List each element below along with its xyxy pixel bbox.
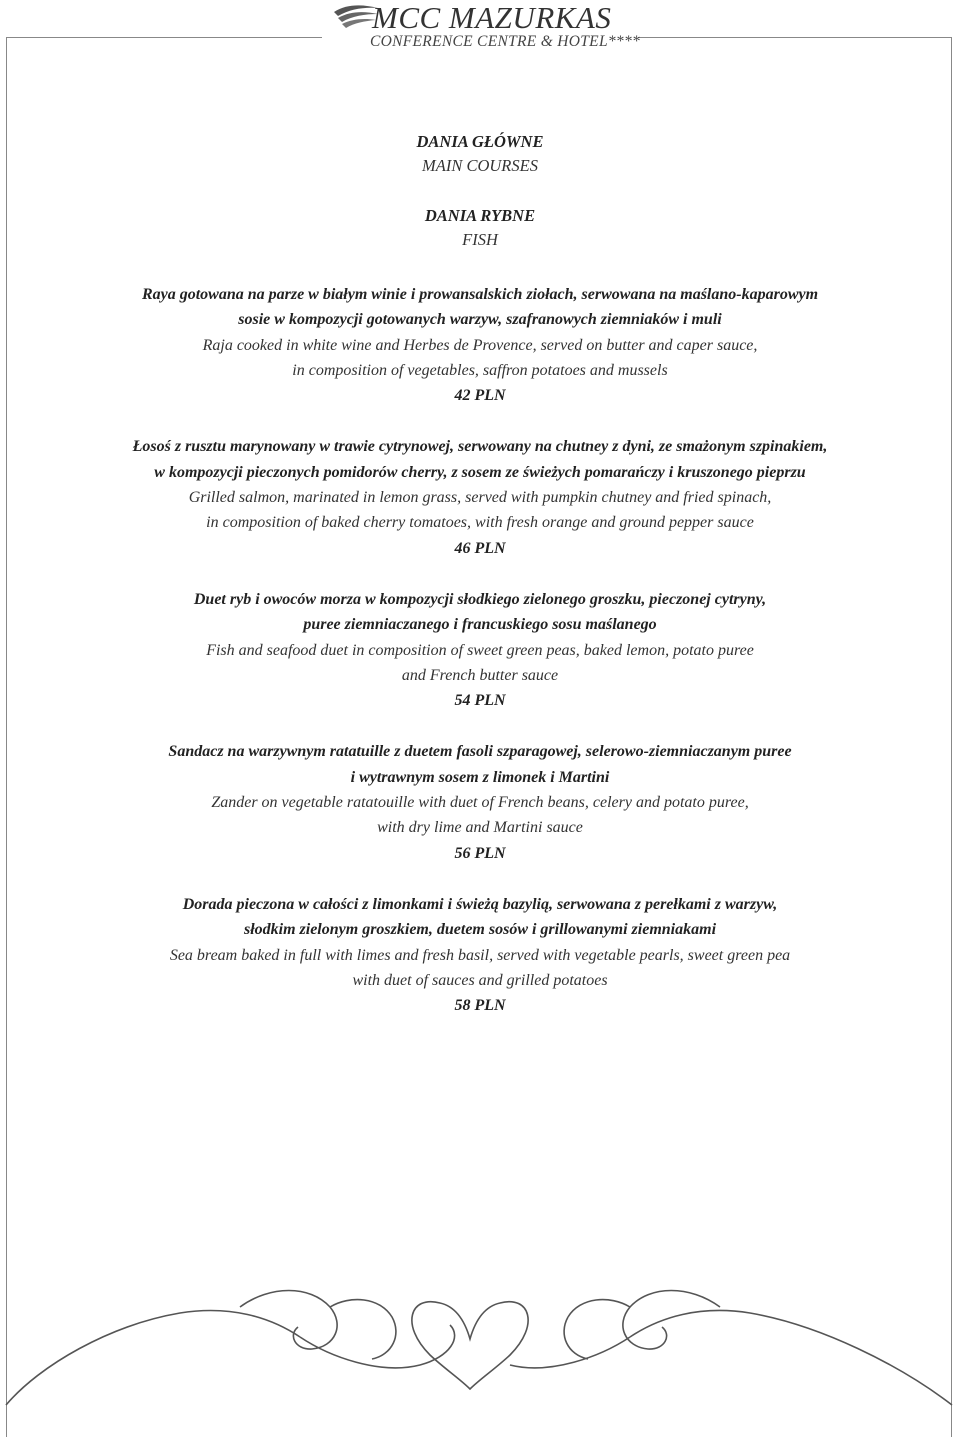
dish-name-pl: Dorada pieczona w całości z limonkami i świeżą bazylią, serwowana z perełkami z warzyw, słodkim zielonym groszkiem, duetem sosów i grillowanymi ziemniakami — [182, 895, 778, 939]
dish-price: 42 PLN — [454, 387, 506, 405]
dish-price: 58 PLN — [454, 997, 506, 1015]
dish-name-pl: Raya gotowana na parze w białym winie i prowansalskich ziołach, serwowana na maślano-kaparowym sosie w kompozycji gotowanych warzyw, szafranowych ziemniaków i muli — [141, 286, 819, 329]
dish-price: 54 PLN — [454, 692, 506, 710]
dish-name-pl: Łosoś z rusztu marynowany w trawie cytrynowej, serwowany na chutney z dyni, ze smażonym szpinakiem, w kompozycji pieczonych pomidorów cherry, z sosem ze świeżych pomarańczy i kruszonego pieprzu — [132, 438, 828, 481]
section-title-pl: DANIA GŁÓWNE — [416, 132, 544, 151]
dish-item — [40, 587, 920, 713]
dish-price: 56 PLN — [454, 844, 506, 862]
dish-name-pl: Duet ryb i owoców morza w kompozycji słodkiego zielonego groszku, pieczonej cytryny, puree ziemniaczanego i francuskiego sosu maślanego — [193, 590, 767, 634]
dish-name-en: Zander on vegetable ratatouille with duet of French beans, celery and potato puree, with dry lime and Martini sauce — [211, 794, 749, 837]
menu-content — [40, 130, 920, 1044]
dish-item — [40, 739, 920, 865]
dish-name-pl: Sandacz na warzywnym ratatuille z duetem fasoli szparagowej, selerowo-ziemniaczanym puree i wytrawnym sosem z limonek i Martini — [168, 743, 792, 786]
subsection-title-en: FISH — [462, 230, 498, 249]
subsection-title-pl: DANIA RYBNE — [424, 206, 536, 225]
dish-item — [40, 892, 920, 1018]
logo-title: MCC MAZURKAS — [372, 0, 612, 35]
dish-name-en: Fish and seafood duet in composition of sweet green peas, baked lemon, potato puree and French butter sauce — [206, 641, 754, 684]
dish-item — [40, 282, 920, 408]
decorative-flourish-icon — [0, 1255, 960, 1407]
dish-name-en: Raja cooked in white wine and Herbes de Provence, served on butter and caper sauce, in composition of vegetables, saffron potatoes and mussels — [202, 336, 758, 379]
logo-subtitle: CONFERENCE CENTRE & HOTEL**** — [370, 33, 641, 50]
dish-price: 46 PLN — [454, 539, 506, 557]
dish-item — [40, 434, 920, 560]
section-title-en: MAIN COURSES — [422, 156, 538, 175]
hotel-logo — [322, 0, 641, 58]
dish-name-en: Sea bream baked in full with limes and fresh basil, served with vegetable pearls, sweet green pea with duet of sauces and grilled potatoes — [169, 946, 791, 989]
dish-name-en: Grilled salmon, marinated in lemon grass, served with pumpkin chutney and fried spinach, in composition of baked cherry tomatoes, with fresh orange and ground pepper sauce — [188, 489, 772, 532]
